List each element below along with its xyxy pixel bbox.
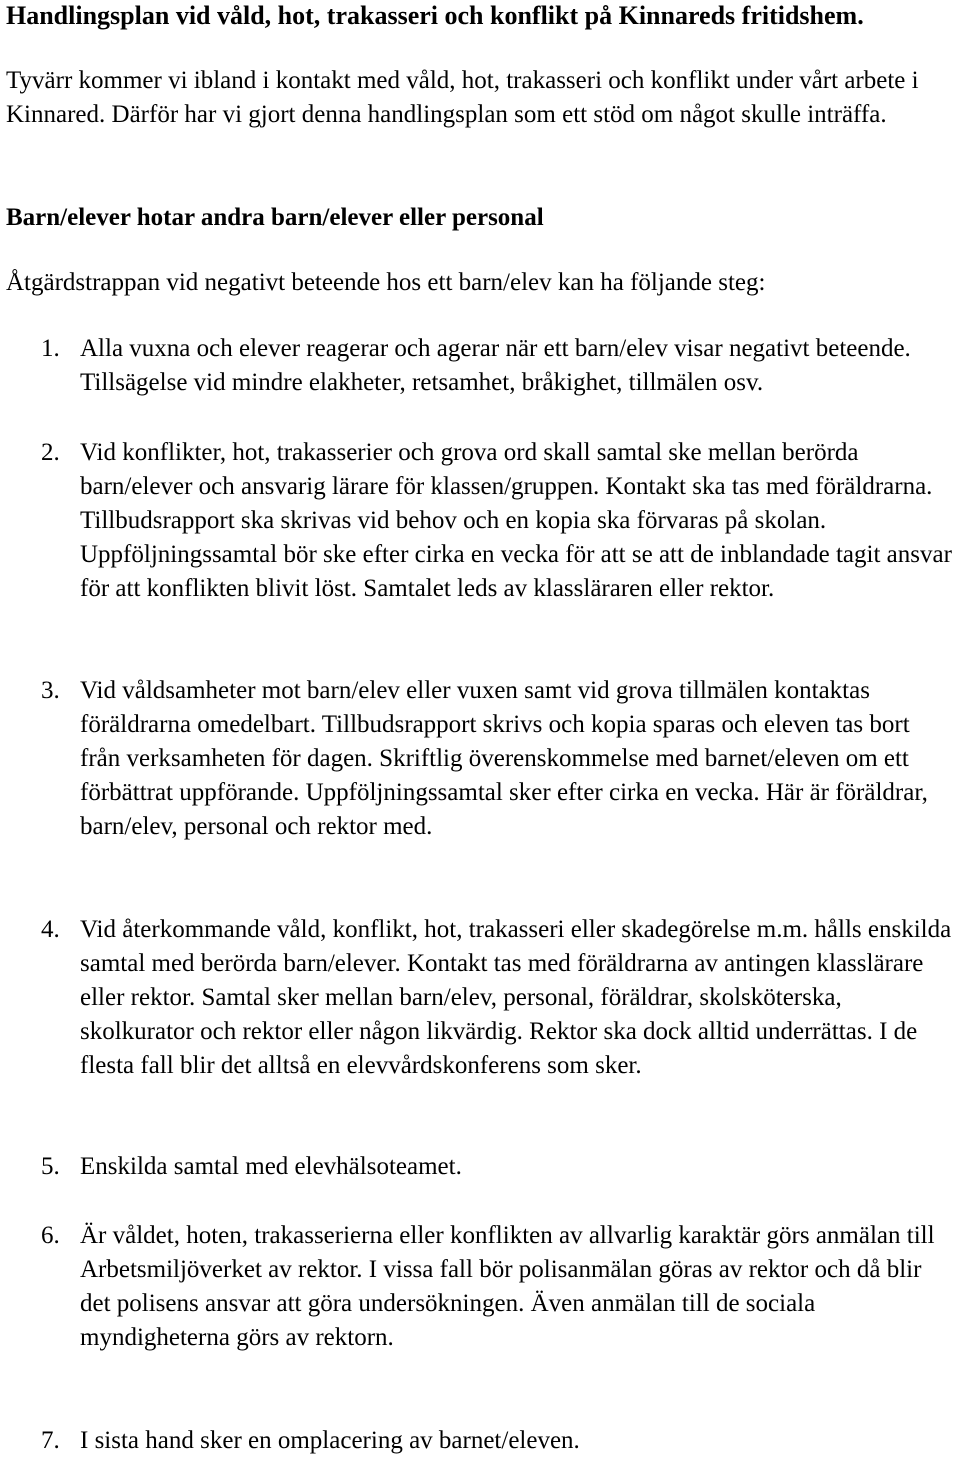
step-number: 7. [41, 1427, 60, 1454]
step-number: 2. [41, 439, 60, 466]
step-number: 6. [41, 1222, 60, 1249]
step-text: I sista hand sker en omplacering av barnet/eleven. [80, 1427, 580, 1454]
step-text: Är våldet, hoten, trakasserierna eller konflikten av allvarlig karaktär görs anmälan till Arbetsmiljöverket av rektor. I vissa fall bör polisanmälan göras av rektor och då blir det polisens ansvar att göra undersökningen. Även anmälan till de sociala myndigheterna görs av rektorn. [80, 1222, 935, 1351]
step-text: Vid våldsamheter mot barn/elev eller vuxen samt vid grova tillmälen kontaktas föräldrarna omedelbart. Tillbudsrapport skrivs och kopia sparas och eleven tas bort från verksamheten för dagen. Skriftlig överenskommelse med barnet/eleven om ett förbättrat uppförande. Uppföljningssamtal sker efter cirka en vecka. Här är föräldrar, barn/elev, personal och rektor med. [80, 677, 928, 840]
step-text: Alla vuxna och elever reagerar och agerar när ett barn/elev visar negativt beteende. Tillsägelse vid mindre elakheter, retsamhet, bråkighet, tillmälen osv. [80, 335, 911, 396]
step-number: 4. [41, 916, 60, 943]
step-text: Enskilda samtal med elevhälsoteamet. [80, 1153, 462, 1180]
step-text: Vid återkommande våld, konflikt, hot, trakasseri eller skadegörelse m.m. hålls enskilda samtal med berörda barn/elever. Kontakt tas med föräldrarna av antingen klasslärare eller rektor. Samtal sker mellan barn/elev, personal, föräldrar, skolsköterska, skolkurator och rektor eller någon likvärdig. Rektor ska dock alltid underrättas. I de flesta fall blir det alltså en elevvårdskonferens som sker. [80, 916, 952, 1079]
document-title: Handlingsplan vid våld, hot, trakasseri och konflikt på Kinnareds fritidshem. [6, 1, 864, 30]
intro-paragraph: Tyvärr kommer vi ibland i kontakt med våld, hot, trakasseri och konflikt under vårt arbete i Kinnared. Därför har vi gjort denna handlingsplan som ett stöd om något skulle inträffa. [6, 67, 919, 128]
steps-lead-text: Åtgärdstrappan vid negativt beteende hos ett barn/elev kan ha följande steg: [6, 269, 766, 296]
step-number: 5. [41, 1153, 60, 1180]
step-number: 3. [41, 677, 60, 704]
section-heading: Barn/elever hotar andra barn/elever eller personal [6, 204, 544, 231]
step-text: Vid konflikter, hot, trakasserier och grova ord skall samtal ske mellan berörda barn/elever och ansvarig lärare för klassen/gruppen. Kontakt ska tas med föräldrarna. Tillbudsrapport ska skrivas vid behov och en kopia ska förvaras på skolan. Uppföljningssamtal bör ske efter cirka en vecka för att se att de inblandade tagit ansvar för att konflikten blivit löst. Samtalet leds av klassläraren eller rektor. [80, 439, 952, 602]
step-number: 1. [41, 335, 60, 362]
